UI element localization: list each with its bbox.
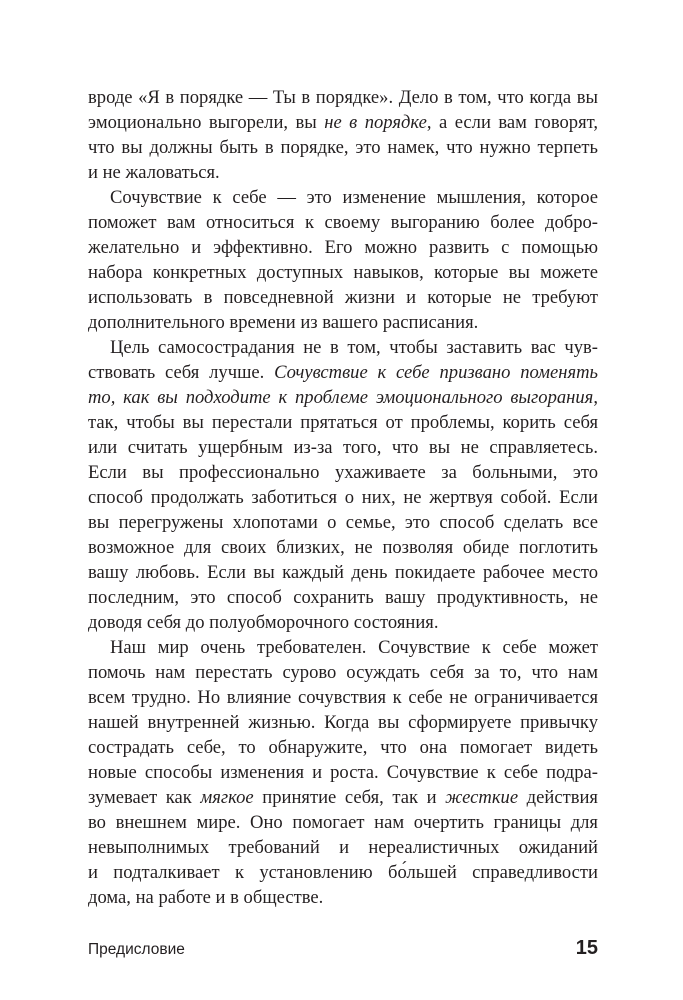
- text-line: [88, 610, 598, 635]
- text-segment: дополнительного времени из вашего расписания.: [88, 312, 479, 333]
- running-footer-section-title: Предисловие: [88, 941, 185, 958]
- text-line: [88, 285, 598, 310]
- text-line: [88, 735, 598, 760]
- paragraph: [88, 335, 598, 635]
- text-segment: ,: [593, 387, 598, 408]
- text-line: [88, 485, 598, 510]
- paragraph: [88, 635, 598, 910]
- text-line: [88, 785, 598, 810]
- text-segment: и не жаловаться.: [88, 162, 220, 183]
- text-line: [88, 635, 598, 660]
- italic-emphasis: мягкое: [200, 787, 254, 808]
- text-segment: новые способы изменения и роста. Сочувствие к себе подра-: [88, 762, 598, 783]
- text-segment: принятие себя, так и: [253, 787, 446, 808]
- text-line: [88, 810, 598, 835]
- text-segment: что вы должны быть в порядке, это намек, что нужно терпеть: [88, 137, 598, 158]
- text-line: [88, 235, 598, 260]
- text-line: [88, 835, 598, 860]
- text-line: [88, 210, 598, 235]
- text-segment: и подталкивает к установлению бо́льшей справедливости: [88, 862, 598, 883]
- text-line: [88, 460, 598, 485]
- page-number: 15: [575, 937, 598, 959]
- text-line: [88, 710, 598, 735]
- italic-emphasis: жесткие: [445, 787, 519, 808]
- text-segment: вроде «Я в порядке — Ты в порядке». Дело в том, что когда вы: [88, 87, 598, 108]
- text-segment: эмоционально выгорели, вы: [88, 112, 325, 133]
- text-segment: нашей внутренней жизнью. Когда вы сформируете привычку: [88, 712, 598, 733]
- text-line: [88, 760, 598, 785]
- text-segment: Сочувствие к себе — это изменение мышления, которое: [110, 187, 598, 208]
- text-line: [88, 160, 598, 185]
- text-line: [88, 510, 598, 535]
- text-segment: желательно и эффективно. Его можно развить с помощью: [88, 237, 598, 258]
- text-line: [88, 85, 598, 110]
- text-segment: во внешнем мире. Оно помогает нам очертить границы для: [88, 812, 598, 833]
- text-line: [88, 535, 598, 560]
- text-line: [88, 435, 598, 460]
- text-line: [88, 360, 598, 385]
- text-line: [88, 410, 598, 435]
- text-segment: невыполнимых требований и нереалистичных ожиданий: [88, 837, 598, 858]
- italic-emphasis: то, как вы подходите к проблеме эмоционального выгорания: [88, 387, 594, 408]
- text-line: [88, 385, 598, 410]
- text-line: [88, 185, 598, 210]
- text-line: [88, 585, 598, 610]
- text-segment: ствовать себя лучше.: [88, 362, 275, 383]
- text-line: [88, 885, 598, 910]
- text-segment: возможное для своих близких, не позволяя обиде поглотить: [88, 537, 598, 558]
- paragraph: [88, 85, 598, 185]
- text-line: [88, 560, 598, 585]
- text-line: [88, 260, 598, 285]
- text-line: [88, 110, 598, 135]
- text-segment: использовать в повседневной жизни и которые не требуют: [88, 287, 598, 308]
- text-segment: поможет вам относиться к своему выгоранию более добро-: [88, 212, 598, 233]
- text-segment: вы перегружены хлопотами о семье, это способ сделать все: [88, 512, 598, 533]
- text-segment: вашу любовь. Если вы каждый день покидаете рабочее место: [88, 562, 598, 583]
- text-segment: зумевает как: [88, 787, 201, 808]
- text-segment: помочь нам перестать сурово осуждать себя за то, что нам: [88, 662, 598, 683]
- text-line: [88, 860, 598, 885]
- text-segment: способ продолжать заботиться о них, не жертвуя собой. Если: [88, 487, 598, 508]
- text-segment: сострадать себе, то обнаружите, что она помогает видеть: [88, 737, 598, 758]
- text-segment: действия: [518, 787, 598, 808]
- page-body-text: [88, 85, 598, 910]
- text-segment: Наш мир очень требователен. Сочувствие к себе может: [110, 637, 598, 658]
- text-segment: Если вы профессионально ухаживаете за больными, это: [88, 462, 598, 483]
- text-line: [88, 685, 598, 710]
- text-segment: последним, это способ сохранить вашу продуктивность, не: [88, 587, 598, 608]
- text-line: [88, 335, 598, 360]
- text-line: [88, 660, 598, 685]
- paragraph: [88, 185, 598, 335]
- italic-emphasis: Сочувствие к себе призвано поменять: [274, 362, 598, 383]
- text-segment: или считать ущербным из-за того, что вы не справляетесь.: [88, 437, 598, 458]
- italic-emphasis: не в порядке: [324, 112, 427, 133]
- text-segment: так, чтобы вы перестали прятаться от проблемы, корить себя: [88, 412, 598, 433]
- text-line: [88, 310, 598, 335]
- text-segment: доводя себя до полуобморочного состояния.: [88, 612, 439, 633]
- text-segment: дома, на работе и в обществе.: [88, 887, 324, 908]
- text-segment: всем трудно. Но влияние сочувствия к себе не ограничивается: [88, 687, 598, 708]
- text-segment: набора конкретных доступных навыков, которые вы можете: [88, 262, 598, 283]
- text-line: [88, 135, 598, 160]
- text-segment: Цель самосострадания не в том, чтобы заставить вас чув-: [110, 337, 598, 358]
- text-segment: , а если вам говорят,: [426, 112, 598, 133]
